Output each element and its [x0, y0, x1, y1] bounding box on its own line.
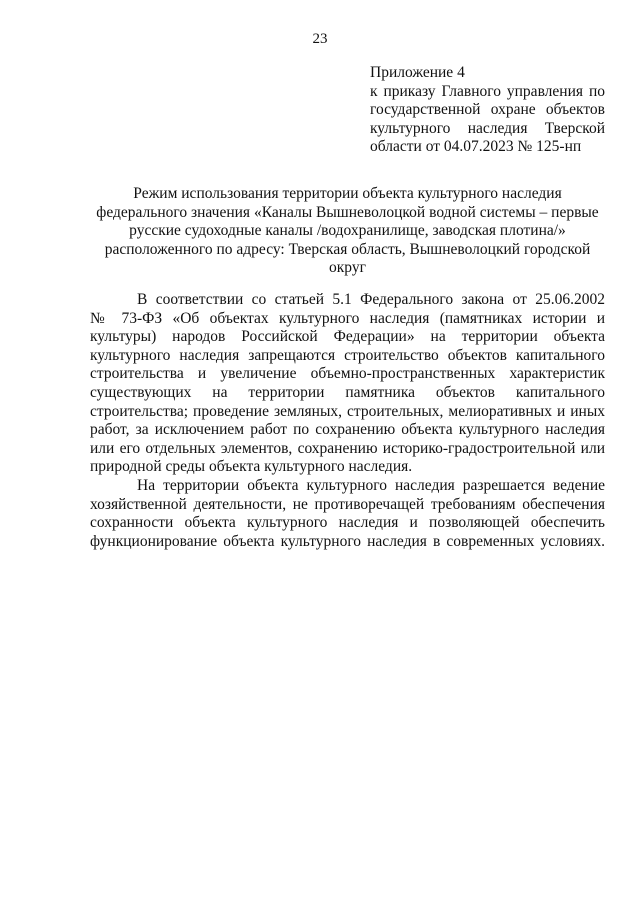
paragraph-line: строительства; проведение земляных, строительных, мелиоративных и иных	[90, 402, 605, 420]
page-number: 23	[312, 31, 328, 47]
title-line: расположенного по адресу: Тверская область, Вышневолоцкий городской	[104, 240, 591, 258]
paragraph-line: или его отдельных элементов, сохранению историко-градостроительной или	[90, 439, 605, 457]
document-body	[90, 291, 605, 551]
paragraph-line: культурного наследия запрещаются строительство объектов капитального	[90, 346, 605, 364]
paragraph-prohibitions	[90, 291, 605, 477]
appendix-line: Приложение 4	[370, 64, 465, 81]
paragraph-permissions	[90, 477, 605, 551]
paragraph-line: строительства и увеличение объемно-пространственных характеристик	[90, 365, 605, 383]
document-title	[90, 185, 605, 278]
paragraph-line: На территории объекта культурного наследия разрешается ведение	[137, 476, 605, 494]
appendix-line: области от 04.07.2023 № 125-нп	[370, 138, 582, 156]
appendix-line: государственной охране объектов	[370, 101, 605, 119]
paragraph-line: сохранности объекта культурного наследия и позволяющей обеспечить	[90, 514, 605, 532]
paragraph-line: № 73-ФЗ «Об объектах культурного наследия (памятниках истории и	[90, 309, 605, 327]
title-line: федерального значения «Каналы Вышневолоцкой водной системы – первые	[96, 203, 599, 221]
paragraph-line: В соответствии со статьей 5.1 Федерального закона от 25.06.2002	[137, 291, 605, 308]
appendix-header	[370, 64, 605, 157]
title-line: Режим использования территории объекта культурного наследия	[133, 185, 562, 202]
paragraph-line: хозяйственной деятельности, не противоречащей требованиям обеспечения	[90, 495, 605, 513]
paragraph-line: работ, за исключением работ по сохранению объекта культурного наследия	[90, 421, 605, 439]
paragraph-line: функционирование объекта культурного наследия в современных условиях.	[90, 532, 605, 550]
paragraph-line: существующих на территории памятника объектов капитального	[90, 383, 605, 401]
title-line: русские судоходные каналы /водохранилище, заводская плотина/»	[129, 222, 566, 240]
paragraph-line: культуры) народов Российской Федерации» на территории объекта	[90, 328, 605, 346]
appendix-line: к приказу Главного управления по	[370, 82, 605, 100]
paragraph-line: природной среды объекта культурного наследия.	[90, 458, 413, 476]
title-line: округ	[329, 259, 366, 277]
appendix-line: культурного наследия Тверской	[370, 119, 605, 137]
